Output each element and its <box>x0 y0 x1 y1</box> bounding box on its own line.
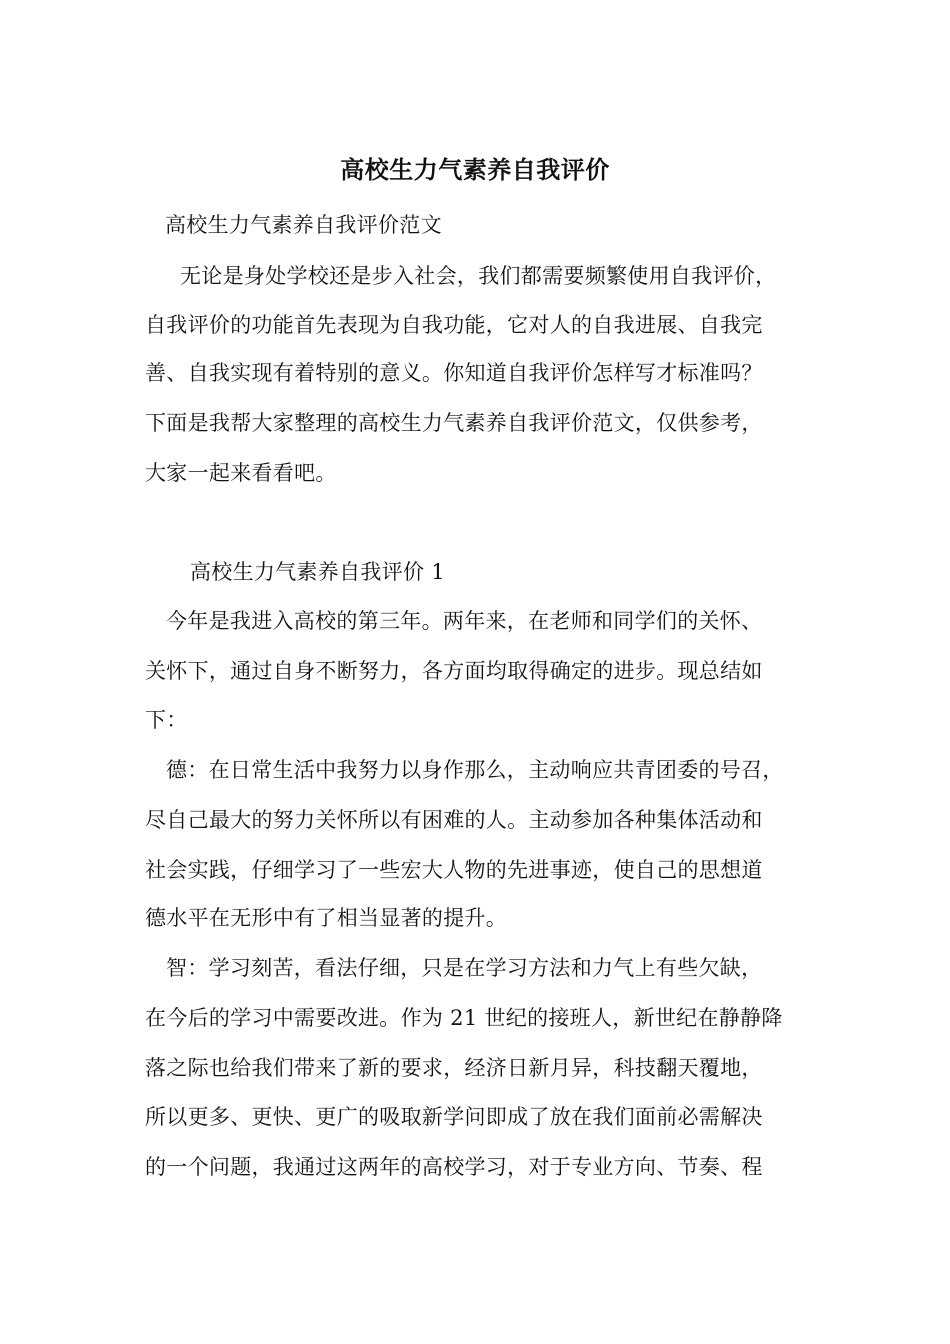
paragraph1-line-1: 今年是我进入高校的第三年。两年来，在老师和同学们的关怀、 <box>166 609 763 633</box>
paragraph3-line-4: 所以更多、更快、更广的吸取新学问即成了放在我们面前必需解决 <box>145 1105 763 1129</box>
intro-line-3: 善、自我实现有着特别的意义。你知道自我评价怎样写才标准吗？ <box>145 361 763 385</box>
intro-line-2: 自我评价的功能首先表现为自我功能，它对人的自我进展、自我完 <box>145 313 763 337</box>
section-heading: 高校生力气素养自我评价 1 <box>190 560 445 584</box>
paragraph2-line-2: 尽自己最大的努力关怀所以有困难的人。主动参加各种集体活动和 <box>145 808 763 832</box>
paragraph1-line-2: 关怀下，通过自身不断努力，各方面均取得确定的进步。现总结如 <box>145 659 763 683</box>
intro-line-5: 大家一起来看看吧。 <box>145 461 337 485</box>
paragraph3-line-5: 的一个问题，我通过这两年的高校学习，对于专业方向、节奏、程 <box>145 1155 763 1179</box>
paragraph1-line-3: 下： <box>145 708 188 732</box>
paragraph3-line-1: 智：学习刻苦，看法仔细，只是在学习方法和力气上有些欠缺， <box>166 956 763 980</box>
paragraph3-line-2: 在今后的学习中需要改进。作为 21 世纪的接班人，新世纪在静静降 <box>145 1006 783 1030</box>
paragraph3-line-3: 落之际也给我们带来了新的要求，经济日新月异，科技翻天覆地， <box>145 1056 763 1080</box>
intro-line-4: 下面是我帮大家整理的高校生力气素养自我评价范文，仅供参考， <box>145 411 763 435</box>
paragraph2-line-4: 德水平在无形中有了相当显著的提升。 <box>145 906 508 930</box>
intro-line-1: 无论是身处学校还是步入社会，我们都需要频繁使用自我评价， <box>180 264 777 288</box>
document-title: 高校生力气素养自我评价 <box>340 155 610 184</box>
paragraph2-line-3: 社会实践，仔细学习了一些宏大人物的先进事迹，使自己的思想道 <box>145 858 763 882</box>
paragraph2-line-1: 德：在日常生活中我努力以身作那么，主动响应共青团委的号召， <box>166 758 784 782</box>
document-subtitle: 高校生力气素养自我评价范文 <box>165 213 442 237</box>
